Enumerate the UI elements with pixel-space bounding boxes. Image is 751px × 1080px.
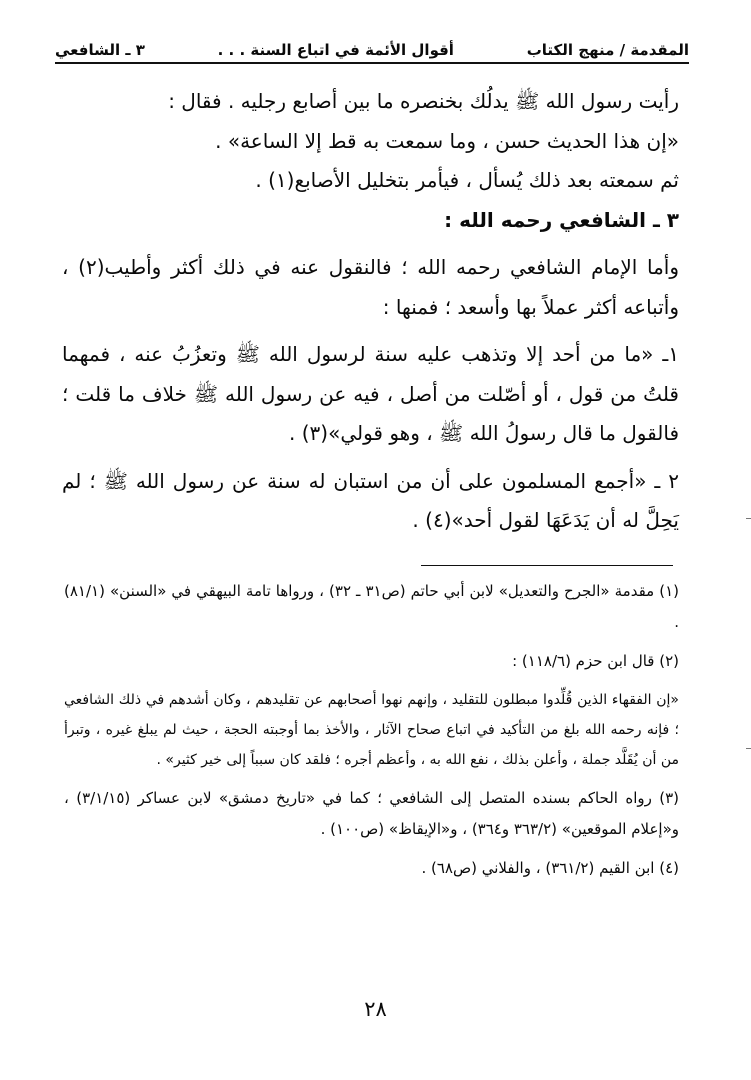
- header-divider: [55, 62, 689, 64]
- footnote-2-intro: (٢) قال ابن حزم (١١٨/٦) :: [512, 652, 679, 670]
- main-text: [62, 82, 679, 541]
- running-header: [55, 33, 689, 59]
- paragraph-6: ٢ ـ «أجمع المسلمون على أن من استبان له سنة عن رسول الله ﷺ ؛ لم يَحِلَّ له أن يَدَعَهَا لقول أحد»(٤) .: [62, 468, 679, 532]
- footnote-divider: [421, 565, 673, 566]
- margin-mark: [746, 518, 751, 519]
- footnote-1: (١) مقدمة «الجرح والتعديل» لابن أبي حاتم (ص٣١ ـ ٣٢) ، ورواها تامة البيهقي في «السنن» (٨١/١) .: [64, 582, 679, 631]
- footnote-2-quote: «إن الفقهاء الذين قُلِّدوا مبطلون للتقليد ، وإنهم نهوا أصحابهم عن تقليدهم ، وكان أشدهم في ذلك الشافعي ؛ فإنه رحمه الله بلغ من التأكيد في اتباع صحاح الآثار ، والأخذ بما أوجبته الحجة ، حيث لم يبلغ غيره ، وتبرأ من أن يُقَلَّد جملة ، وأعلن بذلك ، نفع الله به ، وأعظم أجره ؛ فلقد كان سبباً إلى خير كثير» .: [64, 692, 679, 768]
- paragraph-3: ثم سمعته بعد ذلك يُسأل ، فيأمر بتخليل الأصابع(١) .: [255, 168, 679, 192]
- header-left-chapter: ٣ ـ الشافعي: [55, 41, 145, 59]
- paragraph-5: ١ـ «ما من أحد إلا وتذهب عليه سنة لرسول الله ﷺ وتعزُبُ عنه ، فمهما قلتُ من قول ، أو أصّلت من أصل ، فيه عن رسول الله ﷺ خلاف ما قلت ؛ فالقول ما قال رسولُ الله ﷺ ، وهو قولي»(٣) .: [62, 342, 679, 445]
- paragraph-2: «إن هذا الحديث حسن ، وما سمعت به قط إلا الساعة» .: [215, 128, 679, 153]
- header-center-title: أقوال الأئمة في اتباع السنة . . .: [217, 41, 454, 59]
- margin-mark: [746, 748, 751, 749]
- footnote-3: (٣) رواه الحاكم بسنده المتصل إلى الشافعي ؛ كما في «تاريخ دمشق» لابن عساكر (٣/١/١٥) ، و«إعلام الموقعين» (٣٦٣/٢ و٣٦٤) ، و«الإيقاظ» (ص١٠٠) .: [64, 789, 680, 838]
- footnotes: [64, 576, 679, 884]
- page-number: ٢٨: [364, 997, 387, 1021]
- section-heading: ٣ ـ الشافعي رحمه الله :: [444, 207, 679, 232]
- header-right-section: المقدمة / منهج الكتاب: [526, 41, 689, 59]
- footnote-4: (٤) ابن القيم (٣٦١/٢) ، والفلاني (ص٦٨) .: [421, 859, 679, 877]
- paragraph-1: رأيت رسول الله ﷺ يدلُك بخنصره ما بين أصابع رجليه . فقال :: [168, 89, 679, 113]
- paragraph-4: وأما الإمام الشافعي رحمه الله ؛ فالنقول عنه في ذلك أكثر وأطيب(٢) ، وأتباعه أكثر عملاً بها وأسعد ؛ فمنها :: [62, 255, 679, 319]
